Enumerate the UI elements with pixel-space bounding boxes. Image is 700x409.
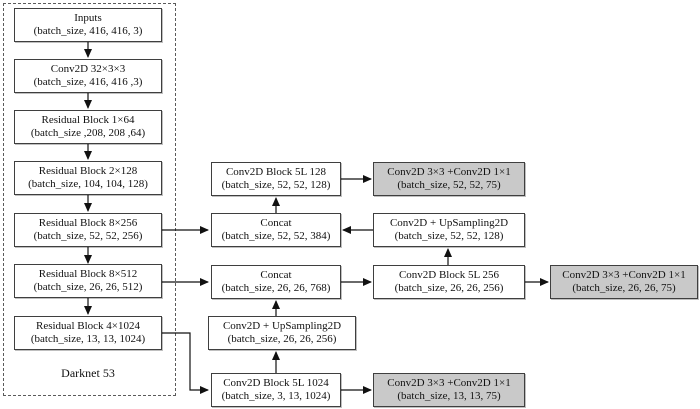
node-residual-8x256-title: Residual Block 8×256 <box>38 216 138 229</box>
node-upsampling-52-shape: (batch_size, 52, 52, 128) <box>394 230 504 242</box>
node-conv2d-block-5l-1024-shape: (batch_size, 3, 13, 1024) <box>221 390 331 402</box>
node-concat-52 <box>211 213 341 247</box>
node-concat-52-title: Concat <box>260 216 292 229</box>
node-residual-8x512-shape: (batch_size, 26, 26, 512) <box>33 281 143 293</box>
node-concat-26 <box>211 265 341 299</box>
node-head-26-shape: (batch_size, 26, 26, 75) <box>572 282 676 294</box>
node-conv2d-block-5l-256-title: Conv2D Block 5L 256 <box>398 268 500 281</box>
node-head-52 <box>373 162 525 196</box>
node-upsampling-52 <box>373 213 525 247</box>
node-conv2d-block-5l-256 <box>373 265 525 299</box>
node-concat-26-shape: (batch_size, 26, 26, 768) <box>221 282 331 294</box>
node-upsampling-52-title: Conv2D + UpSampling2D <box>389 216 509 229</box>
node-conv2d-32-title: Conv2D 32×3×3 <box>50 62 126 75</box>
node-conv2d-block-5l-256-shape: (batch_size, 26, 26, 256) <box>394 282 504 294</box>
node-conv2d-block-5l-128 <box>211 162 341 196</box>
node-upsampling-26-shape: (batch_size, 26, 26, 256) <box>227 333 337 345</box>
node-head-13-shape: (batch_size, 13, 13, 75) <box>397 390 501 402</box>
darknet53-label: Darknet 53 <box>61 366 115 380</box>
node-head-52-shape: (batch_size, 52, 52, 75) <box>397 179 501 191</box>
node-conv2d-block-5l-1024 <box>211 373 341 407</box>
node-residual-4x1024-shape: (batch_size, 13, 13, 1024) <box>30 333 146 345</box>
node-upsampling-26-title: Conv2D + UpSampling2D <box>222 319 342 332</box>
node-head-26-title: Conv2D 3×3 +Conv2D 1×1 <box>562 268 686 281</box>
node-concat-52-shape: (batch_size, 52, 52, 384) <box>221 230 331 242</box>
node-inputs <box>14 8 162 42</box>
node-residual-2x128 <box>14 161 162 195</box>
node-residual-8x512 <box>14 264 162 298</box>
node-conv2d-32 <box>14 59 162 93</box>
node-head-13-title: Conv2D 3×3 +Conv2D 1×1 <box>387 376 511 389</box>
node-residual-2x128-shape: (batch_size, 104, 104, 128) <box>28 178 148 190</box>
node-conv2d-32-shape: (batch_size, 416, 416 ,3) <box>33 76 143 88</box>
node-residual-8x256-shape: (batch_size, 52, 52, 256) <box>33 230 143 242</box>
node-residual-2x128-title: Residual Block 2×128 <box>38 164 138 177</box>
node-concat-26-title: Concat <box>260 268 292 281</box>
node-residual-8x512-title: Residual Block 8×512 <box>38 267 138 280</box>
node-upsampling-26 <box>208 316 356 350</box>
node-head-13 <box>373 373 525 407</box>
node-residual-1x64-title: Residual Block 1×64 <box>41 113 135 126</box>
node-conv2d-block-5l-128-title: Conv2D Block 5L 128 <box>225 165 327 178</box>
node-residual-4x1024 <box>14 316 162 350</box>
node-conv2d-block-5l-128-shape: (batch_size, 52, 52, 128) <box>221 179 331 191</box>
node-residual-1x64-shape: (batch_size ,208, 208 ,64) <box>30 127 146 139</box>
node-inputs-shape: (batch_size, 416, 416, 3) <box>33 25 143 37</box>
node-residual-1x64 <box>14 110 162 144</box>
node-residual-4x1024-title: Residual Block 4×1024 <box>36 319 140 332</box>
node-head-52-title: Conv2D 3×3 +Conv2D 1×1 <box>387 165 511 178</box>
node-inputs-title: Inputs <box>74 11 102 24</box>
node-conv2d-block-5l-1024-title: Conv2D Block 5L 1024 <box>223 376 329 389</box>
node-head-26 <box>550 265 698 299</box>
node-residual-8x256 <box>14 213 162 247</box>
